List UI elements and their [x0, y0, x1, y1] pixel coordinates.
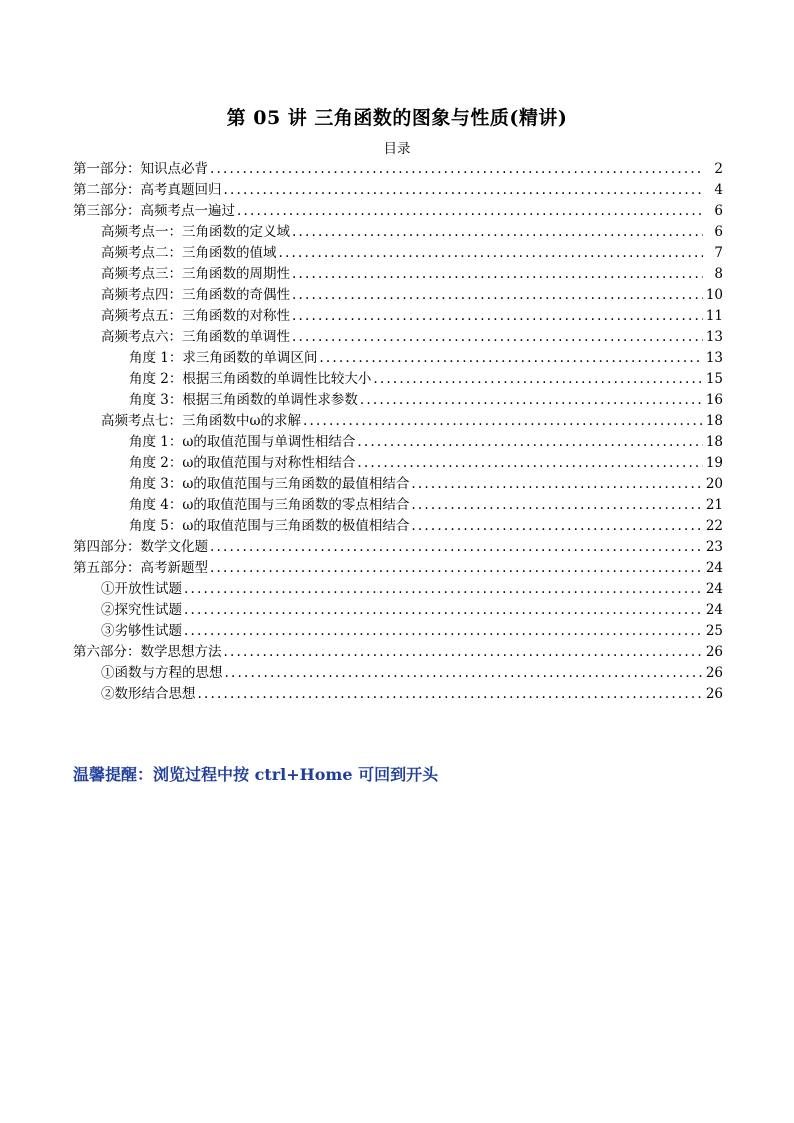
- toc-page-number: 11: [705, 308, 723, 324]
- toc-entry[interactable]: [73, 180, 723, 201]
- toc-entry-title: ②探究性试题: [101, 602, 182, 618]
- toc-dot-leader: [210, 558, 703, 579]
- toc-page-number: 10: [705, 287, 723, 303]
- toc-page-number: 24: [705, 581, 723, 597]
- toc-page-number: 15: [705, 371, 723, 387]
- toc-page-number: 2: [714, 161, 723, 177]
- toc-page-number: 6: [714, 203, 723, 219]
- toc-dot-leader: [210, 159, 703, 180]
- toc-entry[interactable]: [73, 579, 723, 600]
- toc-entry-title: ②数形结合思想: [101, 686, 196, 702]
- toc-dot-leader: [357, 453, 703, 474]
- toc-entry-title: 第三部分：高频考点一遍过: [73, 203, 235, 219]
- toc-page-number: 25: [705, 623, 723, 639]
- toc-page-number: 16: [705, 392, 723, 408]
- toc-entry-title: 高频考点三：三角函数的周期性: [101, 266, 290, 282]
- toc-entry[interactable]: [73, 621, 723, 642]
- toc-entry-title: 第五部分：高考新题型: [73, 560, 208, 576]
- toc-entry-title: 角度 3：ω的取值范围与三角函数的最值相结合: [129, 476, 410, 492]
- toc-dot-leader: [411, 495, 703, 516]
- toc-entry-title: 角度 4：ω的取值范围与三角函数的零点相结合: [129, 497, 410, 513]
- toc-dot-leader: [292, 264, 703, 285]
- toc-entry-title: 高频考点四：三角函数的奇偶性: [101, 287, 290, 303]
- toc-entry-title: 角度 5：ω的取值范围与三角函数的极值相结合: [129, 518, 410, 534]
- toc-entry-title: 第一部分：知识点必背: [73, 161, 208, 177]
- table-of-contents: [73, 159, 723, 705]
- toc-dot-leader: [292, 222, 703, 243]
- toc-dot-leader: [210, 537, 703, 558]
- toc-dot-leader: [224, 642, 704, 663]
- toc-entry[interactable]: [73, 348, 723, 369]
- toc-dot-leader: [360, 390, 703, 411]
- toc-entry-title: 角度 3：根据三角函数的单调性求参数: [129, 392, 358, 408]
- toc-dot-leader: [292, 327, 703, 348]
- toc-page-number: 18: [705, 413, 723, 429]
- toc-entry-title: 第六部分：数学思想方法: [73, 644, 222, 660]
- toc-entry[interactable]: [73, 474, 723, 495]
- toc-page-number: 24: [705, 560, 723, 576]
- toc-page-number: 13: [705, 350, 723, 366]
- toc-entry-title: 角度 1：ω的取值范围与单调性相结合: [129, 434, 356, 450]
- toc-entry-title: 角度 2：根据三角函数的单调性比较大小: [129, 371, 372, 387]
- toc-entry[interactable]: [73, 327, 723, 348]
- toc-page-number: 20: [705, 476, 723, 492]
- toc-entry-title: 第四部分：数学文化题: [73, 539, 208, 555]
- toc-page-number: 26: [705, 644, 723, 660]
- toc-heading: 目录: [383, 141, 411, 157]
- toc-dot-leader: [184, 579, 703, 600]
- toc-dot-leader: [237, 201, 703, 222]
- toc-dot-leader: [184, 600, 703, 621]
- toc-entry-title: 高频考点五：三角函数的对称性: [101, 308, 290, 324]
- toc-page-number: 23: [705, 539, 723, 555]
- page-title: 第 05 讲 三角函数的图象与性质(精讲): [226, 107, 568, 129]
- toc-entry[interactable]: [73, 390, 723, 411]
- toc-dot-leader: [292, 285, 703, 306]
- toc-entry-title: 角度 1：求三角函数的单调区间: [129, 350, 318, 366]
- toc-entry-title: 第二部分：高考真题回归: [73, 182, 222, 198]
- toc-dot-leader: [319, 348, 703, 369]
- toc-entry[interactable]: [73, 411, 723, 432]
- toc-entry[interactable]: [73, 600, 723, 621]
- toc-entry[interactable]: [73, 495, 723, 516]
- toc-entry[interactable]: [73, 201, 723, 222]
- toc-dot-leader: [411, 474, 703, 495]
- toc-entry-title: ①函数与方程的思想: [101, 665, 223, 681]
- toc-entry[interactable]: [73, 558, 723, 579]
- toc-page-number: 6: [714, 224, 723, 240]
- toc-entry[interactable]: [73, 537, 723, 558]
- toc-dot-leader: [411, 516, 703, 537]
- toc-entry-title: 角度 2：ω的取值范围与对称性相结合: [129, 455, 356, 471]
- toc-entry[interactable]: [73, 159, 723, 180]
- toc-dot-leader: [292, 306, 703, 327]
- toc-page-number: 19: [705, 455, 723, 471]
- toc-page-number: 7: [714, 245, 723, 261]
- navigation-reminder: 温馨提醒：浏览过程中按 ctrl+Home 可回到开头: [73, 765, 439, 784]
- toc-page-number: 24: [705, 602, 723, 618]
- toc-dot-leader: [198, 684, 704, 705]
- toc-entry-title: 高频考点七：三角函数中ω的求解: [101, 413, 302, 429]
- toc-entry[interactable]: [73, 516, 723, 537]
- toc-entry-title: ③劣够性试题: [101, 623, 182, 639]
- toc-entry[interactable]: [73, 285, 723, 306]
- toc-page-number: 22: [705, 518, 723, 534]
- toc-entry[interactable]: [73, 369, 723, 390]
- toc-page-number: 26: [705, 665, 723, 681]
- toc-entry[interactable]: [73, 663, 723, 684]
- toc-dot-leader: [373, 369, 703, 390]
- toc-entry-title: 高频考点二：三角函数的值域: [101, 245, 277, 261]
- toc-entry[interactable]: [73, 642, 723, 663]
- toc-dot-leader: [357, 432, 703, 453]
- toc-entry[interactable]: [73, 222, 723, 243]
- toc-page-number: 21: [705, 497, 723, 513]
- toc-entry[interactable]: [73, 306, 723, 327]
- toc-entry[interactable]: [73, 453, 723, 474]
- toc-dot-leader: [303, 411, 703, 432]
- toc-page-number: 26: [705, 686, 723, 702]
- toc-entry-title: ①开放性试题: [101, 581, 182, 597]
- toc-entry-title: 高频考点一：三角函数的定义域: [101, 224, 290, 240]
- toc-page-number: 13: [705, 329, 723, 345]
- toc-page-number: 8: [714, 266, 723, 282]
- toc-page-number: 4: [714, 182, 723, 198]
- toc-dot-leader: [279, 243, 704, 264]
- toc-entry[interactable]: [73, 264, 723, 285]
- toc-entry[interactable]: [73, 684, 723, 705]
- toc-dot-leader: [184, 621, 703, 642]
- toc-dot-leader: [225, 663, 704, 684]
- toc-page-number: 18: [705, 434, 723, 450]
- toc-entry[interactable]: [73, 432, 723, 453]
- toc-dot-leader: [224, 180, 704, 201]
- toc-entry-title: 高频考点六：三角函数的单调性: [101, 329, 290, 345]
- toc-entry[interactable]: [73, 243, 723, 264]
